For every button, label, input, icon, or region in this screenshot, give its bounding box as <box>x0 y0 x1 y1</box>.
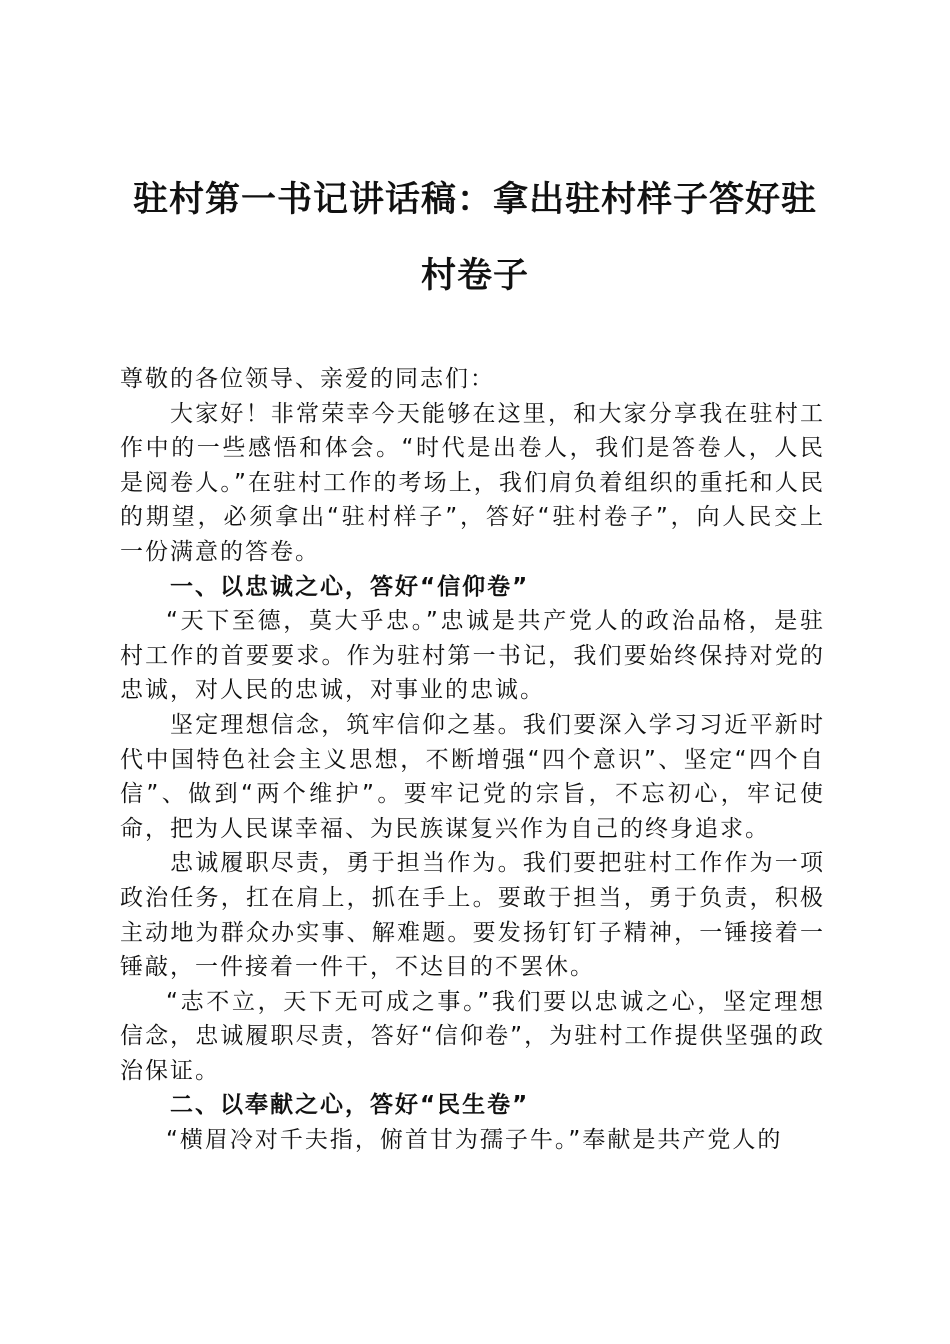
section-heading: 一、以忠诚之心，答好“信仰卷” <box>170 573 530 600</box>
document-body <box>120 362 825 1158</box>
paragraph: “天下至德，莫大乎忠。”忠诚是共产党人的政治品格，是驻村工作的首要要求。作为驻村第一书记，我们要始终保持对党的忠诚，对人民的忠诚，对事业的忠诚。 <box>120 608 825 704</box>
section-heading: 二、以奉献之心，答好“民生卷” <box>170 1092 530 1119</box>
paragraph: “横眉冷对千夫指，俯首甘为孺子牛。”奉献是共产党人的 <box>166 1127 783 1154</box>
document-title: 驻村第一书记讲话稿：拿出驻村样子答好驻村卷子 <box>132 179 817 296</box>
paragraph: 坚定理想信念，筑牢信仰之基。我们要深入学习习近平新时代中国特色社会主义思想，不断增强“四个意识”、坚定“四个自信”、做到“两个维护”。要牢记党的宗旨，不忘初心，牢记使命，把为人民谋幸福、为民族谋复兴作为自己的终身追求。 <box>120 711 825 842</box>
paragraph: “志不立，天下无可成之事。”我们要以忠诚之心，坚定理想信念，忠诚履职尽责，答好“信仰卷”，为驻村工作提供坚强的政治保证。 <box>120 988 825 1084</box>
paragraph: 大家好！非常荣幸今天能够在这里，和大家分享我在驻村工作中的一些感悟和体会。“时代是出卷人，我们是答卷人，人民是阅卷人。”在驻村工作的考场上，我们肩负着组织的重托和人民的期望，必须拿出“驻村样子”，答好“驻村卷子”，向人民交上一份满意的答卷。 <box>120 400 825 565</box>
salutation: 尊敬的各位领导、亲爱的同志们： <box>120 366 495 392</box>
paragraph: 忠诚履职尽责，勇于担当作为。我们要把驻村工作作为一项政治任务，扛在肩上，抓在手上。要敢于担当，勇于负责，积极主动地为群众办实事、解难题。要发扬钉钉子精神，一锤接着一锤敲，一件接着一件干，不达目的不罢休。 <box>120 850 825 981</box>
